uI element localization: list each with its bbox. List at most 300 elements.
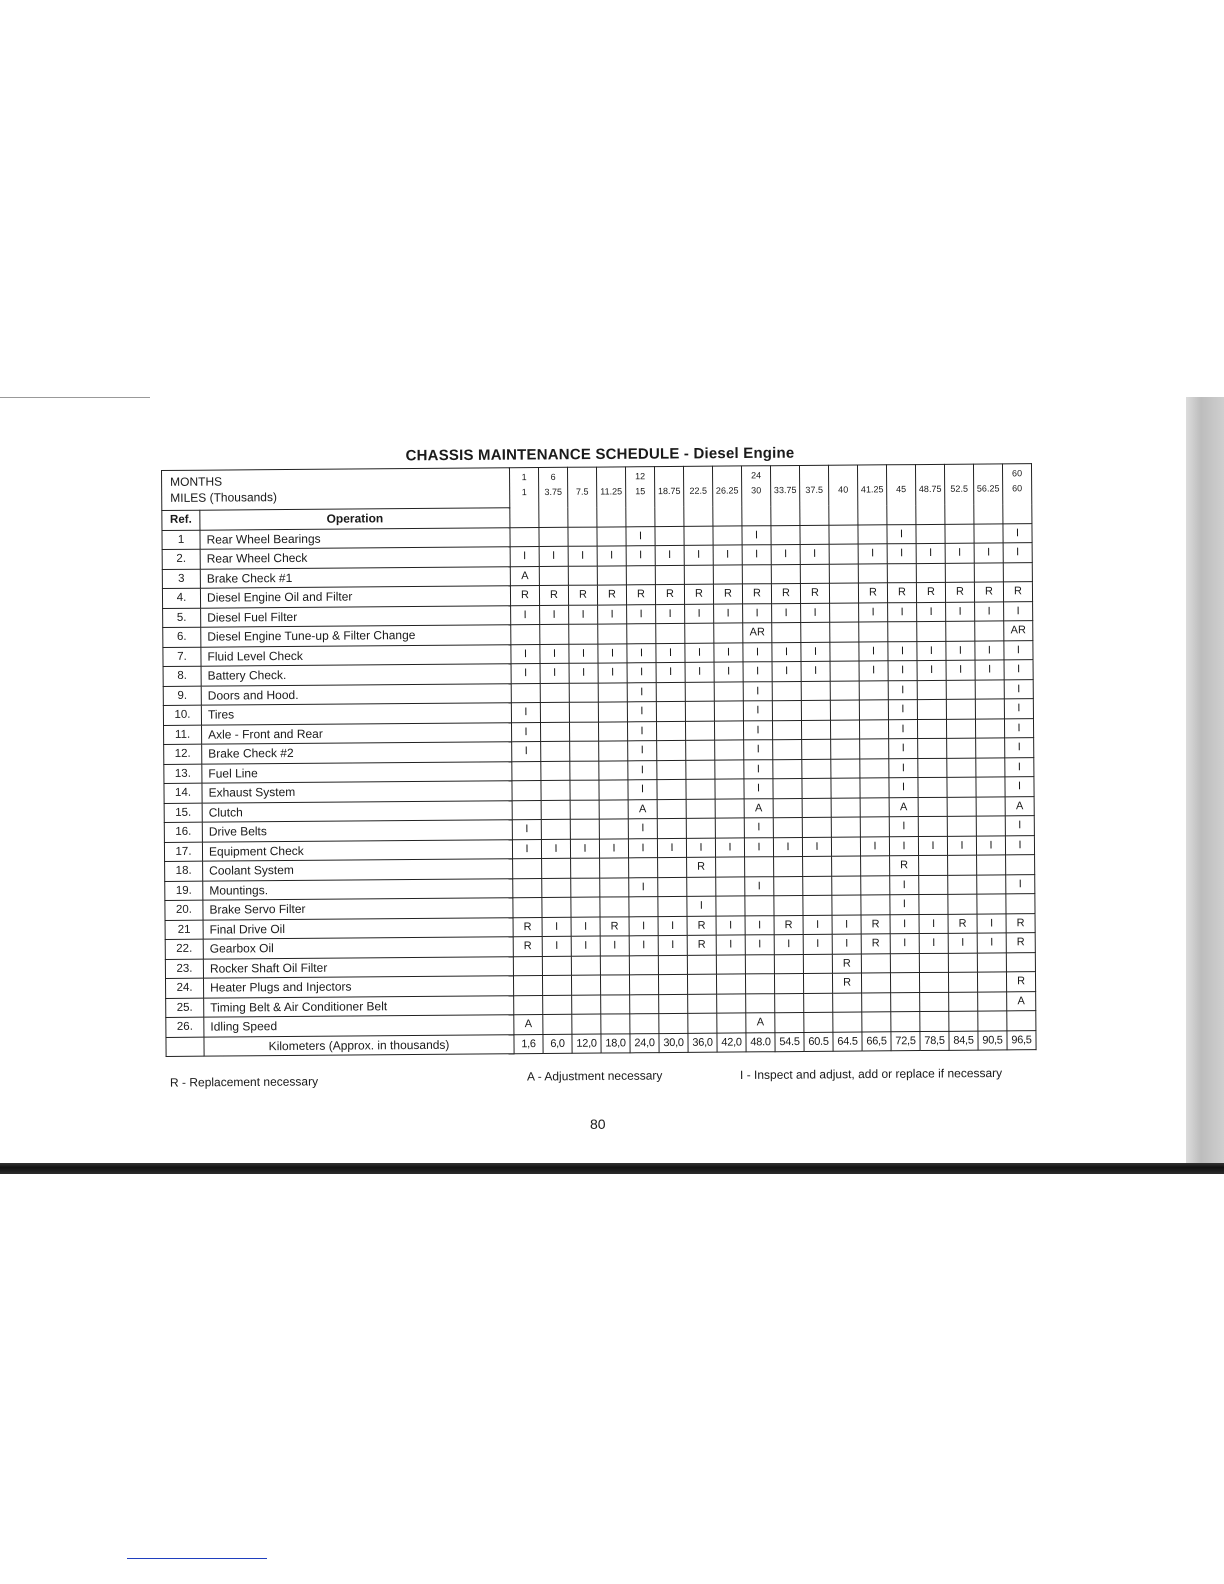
service-mark: [860, 758, 889, 778]
months-value: [568, 470, 596, 485]
service-mark: [601, 1014, 630, 1034]
service-mark: I: [887, 524, 916, 544]
service-mark: I: [656, 604, 685, 624]
operation-name: Diesel Engine Oil and Filter: [200, 586, 510, 608]
page-bottom-shadow: [0, 1163, 1224, 1174]
service-mark: I: [801, 642, 830, 662]
months-value: [655, 469, 683, 484]
service-mark: I: [917, 660, 946, 680]
service-mark: [513, 976, 542, 996]
ref-number: 4.: [162, 588, 200, 608]
service-mark: I: [716, 935, 745, 955]
service-mark: [772, 720, 801, 740]
service-mark: I: [771, 544, 800, 564]
kilometers-value: 90,5: [978, 1030, 1007, 1050]
interval-header-cell: [625, 467, 654, 527]
service-mark: [600, 897, 629, 917]
service-mark: [860, 797, 889, 817]
service-mark: A: [1007, 991, 1036, 1011]
service-mark: [687, 955, 716, 975]
miles-value: 15: [635, 486, 646, 497]
ref-number: 7.: [163, 647, 201, 667]
service-mark: [599, 799, 628, 819]
service-mark: I: [888, 661, 917, 681]
service-mark: I: [656, 662, 685, 682]
service-mark: [1007, 1011, 1036, 1031]
service-mark: [858, 563, 887, 583]
service-mark: [917, 699, 946, 719]
service-mark: I: [512, 820, 541, 840]
service-mark: [717, 1013, 746, 1033]
service-mark: [568, 566, 597, 586]
service-mark: [830, 681, 859, 701]
interval-header-cell: [596, 467, 625, 527]
miles-value: 33.75: [773, 485, 797, 496]
service-mark: [946, 719, 975, 739]
service-mark: [861, 953, 890, 973]
interval-header-row: [162, 464, 1032, 511]
operation-name: Mountings.: [203, 878, 513, 900]
kilometers-value: 6,0: [543, 1034, 572, 1054]
miles-value: 18.75: [657, 485, 681, 497]
service-mark: [774, 973, 803, 993]
service-mark: [918, 797, 947, 817]
operation-name: Doors and Hood.: [201, 683, 511, 705]
legend-inspect: I - Inspect and adjust, add or replace if necessary: [739, 1065, 1003, 1083]
months-value: [713, 468, 741, 483]
service-mark: [774, 876, 803, 896]
service-mark: [542, 878, 571, 898]
service-mark: [656, 623, 685, 643]
service-mark: R: [945, 582, 974, 602]
service-mark: I: [1004, 601, 1033, 621]
service-mark: [861, 973, 890, 993]
service-mark: I: [540, 605, 569, 625]
service-mark: [977, 874, 1006, 894]
operation-name: Axle - Front and Rear: [202, 722, 512, 744]
operation-name: Clutch: [202, 800, 512, 822]
service-mark: [890, 953, 919, 973]
service-mark: R: [687, 857, 716, 877]
kilometers-label: Kilometers (Approx. in thousands): [204, 1034, 514, 1056]
operation-name: Battery Check.: [201, 664, 511, 686]
service-mark: I: [600, 936, 629, 956]
service-mark: [658, 877, 687, 897]
service-mark: I: [629, 877, 658, 897]
service-mark: [833, 993, 862, 1013]
ref-number: 23.: [165, 959, 203, 979]
operation-name: Timing Belt & Air Conditioner Belt: [204, 995, 514, 1017]
service-mark: [599, 741, 628, 761]
service-mark: [512, 781, 541, 801]
service-mark: [919, 875, 948, 895]
service-mark: I: [860, 836, 889, 856]
service-mark: [917, 621, 946, 641]
service-mark: [716, 896, 745, 916]
service-mark: R: [513, 917, 542, 937]
service-mark: A: [628, 799, 657, 819]
service-mark: R: [713, 584, 742, 604]
service-mark: I: [571, 936, 600, 956]
service-mark: I: [656, 643, 685, 663]
service-mark: [541, 819, 570, 839]
service-mark: [627, 624, 656, 644]
service-mark: [657, 779, 686, 799]
kilometers-value: 36,0: [688, 1033, 717, 1053]
service-mark: [947, 758, 976, 778]
operation-name: Equipment Check: [202, 839, 512, 861]
service-mark: [600, 877, 629, 897]
service-mark: [569, 624, 598, 644]
service-mark: I: [714, 642, 743, 662]
months-value: 1: [521, 472, 527, 483]
service-mark: R: [687, 935, 716, 955]
service-mark: I: [916, 543, 945, 563]
service-mark: R: [687, 916, 716, 936]
service-mark: A: [1005, 796, 1034, 816]
interval-header-cell: [915, 464, 944, 524]
service-mark: I: [1003, 543, 1032, 563]
service-mark: [599, 760, 628, 780]
service-mark: I: [511, 605, 540, 625]
service-mark: I: [1005, 835, 1034, 855]
interval-header-cell: [973, 464, 1002, 524]
service-mark: [947, 738, 976, 758]
interval-header-cell: [712, 466, 741, 526]
operation-name: Diesel Engine Tune-up & Filter Change: [201, 625, 511, 647]
ref-number: 18.: [165, 861, 203, 881]
service-mark: I: [627, 663, 656, 683]
service-mark: I: [888, 680, 917, 700]
service-mark: I: [627, 643, 656, 663]
service-mark: [860, 778, 889, 798]
service-mark: [918, 758, 947, 778]
service-mark: I: [570, 839, 599, 859]
service-mark: [775, 1012, 804, 1032]
service-mark: [539, 527, 568, 547]
operation-name: Coolant System: [203, 859, 513, 881]
service-mark: [541, 741, 570, 761]
service-mark: I: [742, 545, 771, 565]
service-mark: I: [1006, 874, 1035, 894]
kilometers-value: 78,5: [920, 1031, 949, 1051]
service-mark: [512, 800, 541, 820]
kilometers-value: 54.5: [775, 1032, 804, 1052]
service-mark: [830, 622, 859, 642]
service-mark: [540, 722, 569, 742]
ref-number: 26.: [166, 1017, 204, 1037]
kilometers-value: 72,5: [891, 1031, 920, 1051]
service-mark: [1003, 562, 1032, 582]
service-mark: [600, 858, 629, 878]
service-mark: I: [542, 936, 571, 956]
service-mark: I: [803, 915, 832, 935]
service-mark: I: [975, 640, 1004, 660]
service-mark: [773, 759, 802, 779]
kilometers-value: 18,0: [601, 1033, 630, 1053]
service-mark: [688, 1013, 717, 1033]
service-mark: [831, 778, 860, 798]
service-mark: I: [627, 721, 656, 741]
service-mark: R: [887, 583, 916, 603]
service-mark: [572, 995, 601, 1015]
service-mark: I: [888, 602, 917, 622]
service-mark: [539, 566, 568, 586]
operation-name: Rear Wheel Bearings: [200, 527, 510, 549]
service-mark: R: [1003, 582, 1032, 602]
service-mark: R: [510, 586, 539, 606]
kilometers-ref-cell: [166, 1037, 204, 1057]
service-mark: [947, 797, 976, 817]
service-mark: [629, 858, 658, 878]
service-mark: [657, 818, 686, 838]
service-mark: [570, 819, 599, 839]
service-mark: I: [571, 917, 600, 937]
service-mark: [715, 818, 744, 838]
service-mark: [715, 740, 744, 760]
service-mark: I: [801, 661, 830, 681]
service-mark: [569, 722, 598, 742]
operation-name: Exhaust System: [202, 781, 512, 803]
service-mark: [541, 780, 570, 800]
service-mark: I: [540, 644, 569, 664]
ref-number: 2.: [162, 549, 200, 569]
service-mark: [630, 994, 659, 1014]
service-mark: [626, 565, 655, 585]
service-mark: [715, 779, 744, 799]
service-mark: I: [800, 544, 829, 564]
service-mark: I: [568, 546, 597, 566]
service-mark: [656, 721, 685, 741]
service-mark: I: [657, 838, 686, 858]
service-mark: I: [1003, 523, 1032, 543]
service-mark: I: [745, 915, 774, 935]
service-mark: I: [714, 662, 743, 682]
service-mark: [569, 702, 598, 722]
service-mark: I: [1004, 640, 1033, 660]
service-mark: [773, 798, 802, 818]
service-mark: I: [744, 779, 773, 799]
service-mark: [685, 701, 714, 721]
miles-value: 48.75: [918, 483, 942, 495]
service-mark: I: [510, 547, 539, 567]
miles-value: 7.5: [575, 486, 589, 497]
service-mark: [655, 526, 684, 546]
operation-name: Idling Speed: [204, 1015, 514, 1037]
service-mark: [658, 896, 687, 916]
service-mark: [801, 681, 830, 701]
kilometers-value: 30,0: [659, 1033, 688, 1053]
months-value: [771, 468, 799, 483]
service-mark: R: [600, 916, 629, 936]
service-mark: I: [627, 682, 656, 702]
service-mark: [659, 994, 688, 1014]
service-mark: [775, 993, 804, 1013]
service-mark: [803, 856, 832, 876]
miles-value: 37.5: [805, 484, 823, 495]
service-mark: I: [772, 603, 801, 623]
service-mark: [976, 796, 1005, 816]
service-mark: I: [773, 837, 802, 857]
service-mark: [570, 761, 599, 781]
service-mark: [570, 800, 599, 820]
service-mark: I: [888, 641, 917, 661]
service-mark: [569, 683, 598, 703]
service-mark: [832, 856, 861, 876]
service-mark: I: [744, 818, 773, 838]
months-value: [597, 469, 625, 484]
service-mark: I: [890, 875, 919, 895]
maintenance-schedule-table: [161, 463, 1037, 1057]
service-mark: I: [599, 838, 628, 858]
service-mark: [802, 739, 831, 759]
service-mark: I: [946, 641, 975, 661]
service-mark: [802, 817, 831, 837]
service-mark: I: [948, 933, 977, 953]
service-mark: [656, 682, 685, 702]
service-mark: [513, 956, 542, 976]
service-mark: R: [568, 585, 597, 605]
service-mark: [861, 856, 890, 876]
kilometers-value: 48.0: [746, 1032, 775, 1052]
service-mark: I: [626, 526, 655, 546]
ref-number: 24.: [165, 978, 203, 998]
service-mark: R: [626, 585, 655, 605]
interval-header-cell: [567, 467, 596, 527]
miles-value: 60: [1012, 483, 1023, 494]
maintenance-schedule-table-container: [161, 463, 1036, 1090]
kilometers-value: 66,5: [862, 1031, 891, 1051]
service-mark: [976, 816, 1005, 836]
service-mark: [974, 562, 1003, 582]
service-mark: [600, 955, 629, 975]
service-mark: I: [685, 662, 714, 682]
service-mark: I: [1005, 777, 1034, 797]
service-mark: I: [889, 836, 918, 856]
service-mark: [829, 525, 858, 545]
service-mark: [774, 895, 803, 915]
service-mark: A: [510, 566, 539, 586]
service-mark: [978, 1011, 1007, 1031]
service-mark: [540, 702, 569, 722]
service-mark: I: [685, 604, 714, 624]
service-mark: [598, 702, 627, 722]
ref-number: 16.: [164, 822, 202, 842]
service-mark: [829, 583, 858, 603]
service-mark: R: [684, 584, 713, 604]
service-mark: [946, 680, 975, 700]
operation-name: Final Drive Oil: [203, 917, 513, 939]
months-value: [916, 467, 944, 482]
service-mark: I: [627, 702, 656, 722]
service-mark: I: [859, 602, 888, 622]
service-mark: [571, 956, 600, 976]
months-value: [887, 467, 915, 482]
service-mark: I: [1005, 738, 1034, 758]
service-mark: R: [513, 937, 542, 957]
service-mark: [919, 855, 948, 875]
service-mark: I: [512, 839, 541, 859]
service-mark: I: [977, 933, 1006, 953]
service-mark: [745, 857, 774, 877]
service-mark: [511, 625, 540, 645]
kilometers-value: 60.5: [804, 1032, 833, 1052]
service-mark: [946, 699, 975, 719]
service-mark: R: [1006, 972, 1035, 992]
service-mark: [658, 955, 687, 975]
service-mark: [859, 680, 888, 700]
service-mark: AR: [1004, 621, 1033, 641]
service-mark: [945, 563, 974, 583]
ref-number: 8.: [163, 666, 201, 686]
service-mark: [830, 642, 859, 662]
service-mark: I: [658, 935, 687, 955]
service-mark: [686, 740, 715, 760]
service-mark: I: [802, 837, 831, 857]
service-mark: [974, 523, 1003, 543]
ref-number: 3: [162, 569, 200, 589]
service-mark: [599, 819, 628, 839]
service-mark: I: [918, 836, 947, 856]
months-value: 6: [550, 471, 556, 482]
legend-replacement: R - Replacement necessary: [169, 1074, 319, 1090]
service-mark: [947, 816, 976, 836]
miles-value: 1: [521, 487, 527, 498]
service-mark: [917, 680, 946, 700]
service-mark: [746, 993, 775, 1013]
service-mark: [831, 739, 860, 759]
service-mark: [716, 876, 745, 896]
service-mark: I: [832, 934, 861, 954]
service-mark: I: [744, 759, 773, 779]
interval-header-cell: [770, 465, 799, 525]
service-mark: I: [772, 661, 801, 681]
service-mark: [801, 622, 830, 642]
miles-value: 45: [896, 484, 907, 495]
service-mark: I: [1004, 718, 1033, 738]
service-mark: [948, 953, 977, 973]
service-mark: I: [889, 778, 918, 798]
months-value: [974, 466, 1002, 481]
ref-number: 1: [162, 530, 200, 550]
service-mark: [919, 894, 948, 914]
service-mark: I: [743, 701, 772, 721]
service-mark: [657, 740, 686, 760]
service-mark: [543, 995, 572, 1015]
service-mark: I: [511, 664, 540, 684]
service-mark: A: [889, 797, 918, 817]
operation-name: Tires: [201, 703, 511, 725]
interval-header-cell: [857, 465, 886, 525]
service-mark: I: [975, 601, 1004, 621]
miles-value: 56.25: [976, 483, 1000, 494]
service-mark: I: [715, 837, 744, 857]
service-mark: [1006, 855, 1035, 875]
service-mark: [686, 799, 715, 819]
service-mark: I: [713, 545, 742, 565]
service-mark: R: [597, 585, 626, 605]
service-mark: [830, 720, 859, 740]
service-mark: I: [947, 836, 976, 856]
link-underline: [127, 1558, 267, 1559]
service-mark: [801, 700, 830, 720]
service-mark: [832, 876, 861, 896]
miles-value: 52.5: [950, 483, 968, 494]
ref-number: 19.: [165, 881, 203, 901]
operation-name: Fuel Line: [202, 761, 512, 783]
miles-value: 22.5: [689, 485, 707, 496]
service-mark: [685, 682, 714, 702]
